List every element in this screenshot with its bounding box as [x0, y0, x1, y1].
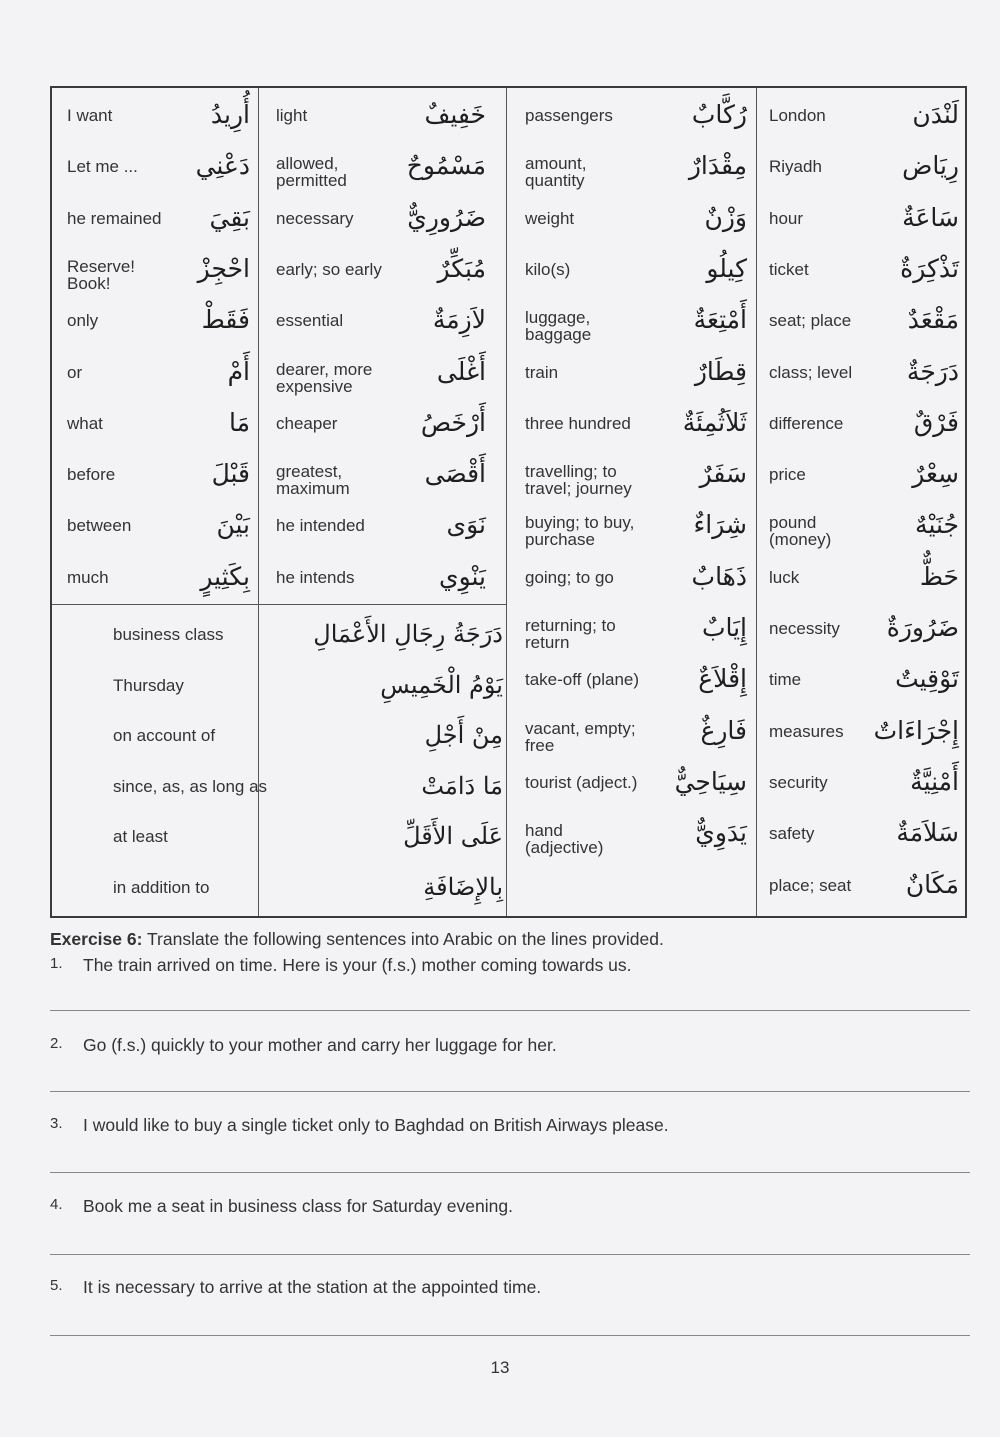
english-term: in addition to: [113, 878, 210, 897]
vocab-entry: [525, 302, 747, 353]
arabic-term: أَقْصَى: [424, 459, 486, 489]
arabic-term: عَلَى الأَقَلِّ: [403, 822, 503, 851]
arabic-term: أَغْلَى: [436, 356, 486, 386]
arabic-term: وَزْنٌ: [704, 202, 747, 232]
arabic-term: ثَلاَثُمِئَةٌ: [682, 407, 747, 437]
english-term: luck: [769, 567, 800, 587]
exercise-label: Exercise 6:: [50, 929, 143, 949]
arabic-term: يَدَوِيٌّ: [695, 818, 747, 848]
arabic-term: أَرْخَصُ: [420, 407, 486, 437]
vocab-entry: [276, 456, 486, 507]
english-term: business class: [113, 625, 224, 644]
answer-line[interactable]: [50, 1254, 970, 1255]
item-sentence: It is necessary to arrive at the station at the appointed time.: [83, 1277, 542, 1297]
exercise-instruction: Translate the following sentences into Arabic on the lines provided.: [142, 929, 664, 949]
english-term: going; to go: [525, 567, 614, 587]
english-term: London: [769, 106, 826, 125]
vocab-entry: [276, 354, 486, 405]
answer-line[interactable]: [50, 1335, 970, 1336]
arabic-term: مَا دَامَتْ: [421, 771, 503, 800]
english-term: much: [67, 567, 109, 587]
english-term: hour: [769, 208, 804, 228]
vocab-entry: [113, 768, 503, 819]
english-term: Let me ...: [67, 157, 138, 177]
arabic-term: سَلاَمَةٌ: [896, 818, 959, 848]
vocab-entry: [276, 148, 486, 199]
english-term: he intends: [276, 567, 355, 587]
english-term: tourist (adject.): [525, 772, 638, 792]
english-term: Thursday: [113, 675, 184, 695]
english-term: essential: [276, 311, 344, 331]
arabic-term: رُكَّابٌ: [691, 100, 747, 129]
vocab-entry: [276, 200, 486, 251]
english-term: between: [67, 516, 132, 536]
english-term: only: [67, 311, 99, 331]
english-term: light: [276, 106, 308, 125]
english-term: dearer, more expensive: [276, 359, 373, 396]
english-term: hand (adjective): [525, 821, 604, 858]
vocab-entry: [276, 302, 486, 353]
vocab-entry: [769, 661, 959, 712]
english-term: travelling; to travel; journey: [525, 462, 632, 499]
arabic-term: مِقْدَارٌ: [688, 151, 747, 181]
arabic-term: مُبَكِّرٌ: [437, 253, 486, 283]
vocab-entry: [525, 610, 747, 661]
vocab-entry: [67, 97, 250, 148]
vocab-entry: [113, 717, 503, 768]
vocab-entry: [276, 405, 486, 456]
arabic-term: دَعْنِي: [195, 151, 250, 181]
english-term: ticket: [769, 259, 809, 279]
english-term: Riyadh: [769, 157, 822, 177]
arabic-term: مَقْعَدٌ: [907, 305, 959, 335]
english-term: price: [769, 465, 806, 485]
english-term: time: [769, 670, 802, 690]
vocab-entry: [67, 456, 250, 507]
vocab-entry: [769, 456, 959, 507]
item-sentence: Go (f.s.) quickly to your mother and carry her luggage for her.: [83, 1035, 557, 1055]
item-sentence: Book me a seat in business class for Saturday evening.: [83, 1196, 513, 1216]
arabic-term: قَبْلَ: [211, 459, 250, 489]
arabic-term: كِيلُو: [706, 253, 747, 283]
vocab-entry: [276, 559, 486, 610]
exercise-heading: [50, 928, 970, 950]
vocab-entry: [769, 148, 959, 199]
arabic-term: احْجِزْ: [197, 253, 250, 283]
vocab-entry: [769, 97, 959, 148]
vocab-entry: [525, 200, 747, 251]
english-term: pound (money): [769, 513, 832, 550]
arabic-term: حَظٌّ: [919, 561, 959, 591]
vocab-entry: [525, 148, 747, 199]
vocab-entry: [525, 713, 747, 764]
vocab-entry: [276, 97, 486, 148]
english-term: necessary: [276, 208, 354, 228]
arabic-term: ضَرُورَةٌ: [886, 613, 959, 642]
arabic-term: فَقَطْ: [201, 305, 250, 335]
arabic-term: أَمْ: [227, 356, 250, 386]
vocab-entry: [769, 251, 959, 302]
answer-line[interactable]: [50, 1010, 970, 1011]
english-term: returning; to return: [525, 616, 616, 652]
english-term: cheaper: [276, 413, 338, 433]
arabic-term: لاَزِمَةٌ: [432, 305, 486, 335]
english-term: Reserve! Book!: [67, 256, 136, 293]
english-term: at least: [113, 827, 168, 847]
arabic-term: ذَهَابٌ: [691, 561, 747, 591]
vocab-entry: [525, 456, 747, 507]
english-term: take-off (plane): [525, 670, 640, 690]
vocab-entry: [769, 507, 959, 558]
vocab-entry: [769, 713, 959, 764]
arabic-term: ضَرُورِيٌّ: [407, 202, 486, 232]
vocab-entry: [769, 610, 959, 661]
english-term: vacant, empty; free: [525, 718, 636, 755]
english-term: he intended: [276, 516, 365, 536]
english-term: measures: [769, 721, 844, 741]
english-term: necessity: [769, 619, 840, 638]
english-term: three hundred: [525, 413, 631, 433]
english-term: I want: [67, 106, 113, 125]
arabic-term: بَيْنَ: [216, 510, 250, 540]
arabic-term: سِعْرٌ: [912, 459, 959, 489]
item-number: 4.: [50, 1196, 63, 1213]
vocab-entry: [525, 661, 747, 712]
english-term: allowed, permitted: [276, 154, 347, 191]
english-term: greatest, maximum: [276, 462, 350, 499]
english-term: weight: [525, 208, 575, 228]
item-number: 1.: [50, 955, 63, 972]
vocab-entry: [67, 507, 250, 558]
vocab-entry: [67, 302, 250, 353]
column-divider: [506, 88, 507, 916]
arabic-term: دَرَجَةُ رِجَالِ الأَعْمَالِ: [313, 620, 503, 648]
arabic-term: إِيَابٌ: [701, 613, 747, 642]
english-term: difference: [769, 413, 844, 433]
arabic-term: سَاعَةٌ: [902, 202, 959, 232]
arabic-term: تَذْكِرَةٌ: [900, 253, 959, 283]
arabic-term: بَقِيَ: [209, 202, 250, 232]
vocab-entry: [113, 616, 503, 667]
arabic-term: يَنْوِي: [439, 561, 486, 591]
english-term: what: [67, 413, 103, 433]
vocab-entry: [769, 559, 959, 610]
vocab-entry: [67, 251, 250, 302]
item-sentence: The train arrived on time. Here is your (f.s.) mother coming towards us.: [83, 955, 632, 975]
vocab-entry: [769, 815, 959, 866]
english-term: or: [67, 362, 83, 382]
vocab-entry: [67, 559, 250, 610]
vocab-entry: [276, 507, 486, 558]
vocab-entry: [67, 200, 250, 251]
vocab-entry: [67, 405, 250, 456]
arabic-term: سِيَاحِيٌّ: [674, 766, 747, 796]
english-term: luggage, baggage: [525, 308, 592, 345]
english-term: security: [769, 772, 828, 792]
english-term: since, as, as long as: [113, 776, 268, 796]
arabic-term: لَنْدَن: [912, 100, 959, 129]
english-term: buying; to buy, purchase: [525, 513, 635, 550]
english-term: kilo(s): [525, 259, 571, 279]
english-term: passengers: [525, 106, 613, 125]
arabic-term: شِرَاءٌ: [693, 510, 747, 540]
english-term: before: [67, 465, 116, 485]
exercise-section: [50, 928, 970, 1297]
vocab-entry: [113, 667, 503, 718]
arabic-term: بِالإِضَافَةِ: [423, 873, 503, 901]
vocabulary-table: [50, 86, 967, 918]
english-term: early; so early: [276, 259, 382, 279]
vocab-entry: [769, 200, 959, 251]
arabic-term: مِنْ أَجْلِ: [424, 721, 503, 750]
arabic-term: دَرَجَةٌ: [906, 356, 959, 386]
vocab-entry: [769, 354, 959, 405]
arabic-term: أُرِيدُ: [210, 100, 250, 129]
arabic-term: إِجْرَاءَاتٌ: [873, 715, 959, 745]
vocab-entry: [67, 148, 250, 199]
arabic-term: مَسْمُوحٌ: [406, 151, 486, 181]
english-term: train: [525, 362, 559, 382]
item-number: 5.: [50, 1277, 63, 1294]
vocab-entry: [769, 867, 959, 918]
arabic-term: أَمْنِيَّةٌ: [910, 766, 959, 796]
arabic-term: تَوْقِيتٌ: [895, 664, 959, 694]
vocab-entry: [113, 818, 503, 869]
vocab-entry: [525, 559, 747, 610]
english-term: seat; place: [769, 311, 852, 331]
arabic-term: قِطَارٌ: [694, 356, 747, 386]
arabic-term: رِيَاض: [902, 151, 959, 181]
english-term: on account of: [113, 726, 216, 746]
arabic-term: إِقْلاَعٌ: [698, 664, 747, 694]
vocab-entry: [525, 764, 747, 815]
vocab-entry: [525, 251, 747, 302]
answer-line[interactable]: [50, 1091, 970, 1092]
vocab-entry: [525, 507, 747, 558]
vocab-entry: [525, 405, 747, 456]
arabic-term: مَكَانٌ: [905, 869, 959, 899]
item-number: 2.: [50, 1035, 63, 1052]
english-term: safety: [769, 824, 815, 844]
arabic-term: أَمْتِعَةٌ: [693, 305, 747, 335]
english-term: class; level: [769, 362, 853, 382]
vocab-entry: [276, 251, 486, 302]
item-number: 3.: [50, 1115, 63, 1132]
arabic-term: نَوَى: [446, 510, 486, 540]
column-divider: [756, 88, 757, 916]
item-sentence: I would like to buy a single ticket only to Baghdad on British Airways please.: [83, 1115, 669, 1135]
vocab-entry: [67, 354, 250, 405]
vocab-entry: [113, 869, 503, 920]
arabic-term: جُنَيْهٌ: [915, 510, 959, 540]
vocab-entry: [525, 354, 747, 405]
answer-line[interactable]: [50, 1172, 970, 1173]
arabic-term: فَرْقٌ: [913, 407, 959, 437]
arabic-term: يَوْمُ الْخَمِيسِ: [380, 670, 503, 699]
english-term: place; seat: [769, 875, 852, 895]
vocab-entry: [769, 405, 959, 456]
arabic-term: بِكَثِيرٍ: [200, 561, 250, 591]
arabic-term: خَفِيفٌ: [424, 100, 486, 129]
vocab-entry: [525, 815, 747, 866]
english-term: amount, quantity: [525, 154, 587, 191]
arabic-term: سَفَرٌ: [699, 459, 747, 489]
arabic-term: مَا: [228, 407, 250, 437]
arabic-term: فَارِغٌ: [700, 715, 747, 745]
vocab-entry: [525, 97, 747, 148]
page-number: 13: [490, 1358, 510, 1377]
vocab-entry: [769, 302, 959, 353]
vocab-entry: [769, 764, 959, 815]
english-term: he remained: [67, 208, 162, 228]
